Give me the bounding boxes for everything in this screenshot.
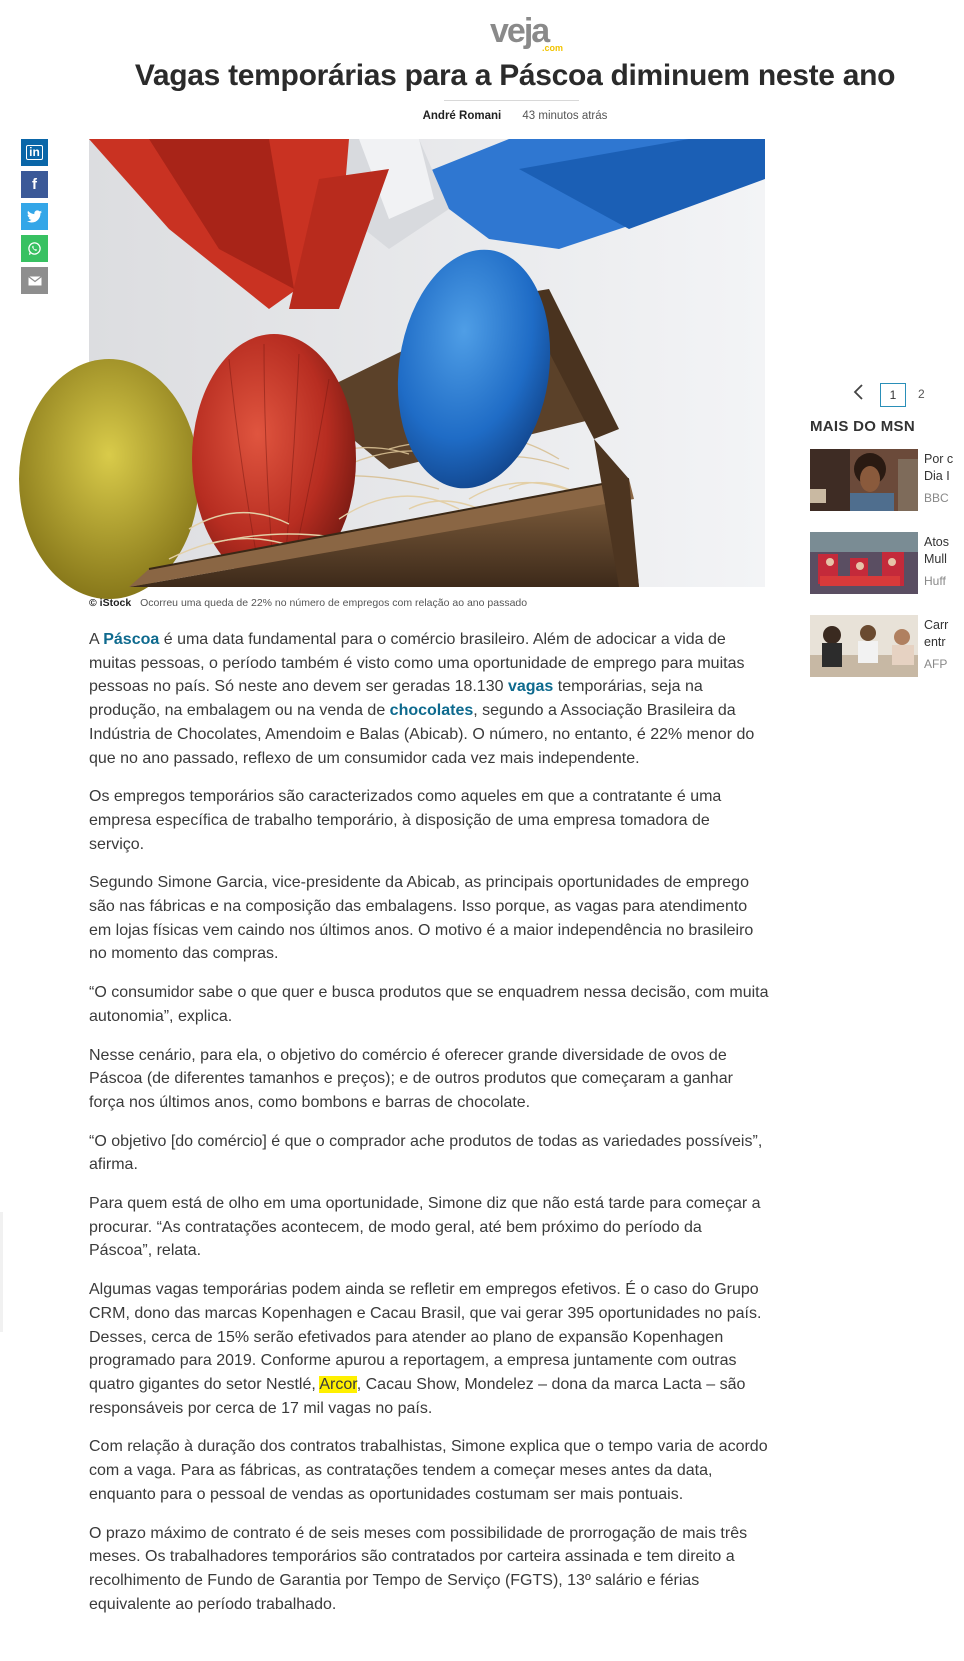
story-thumbnail bbox=[810, 532, 918, 594]
whatsapp-icon bbox=[27, 241, 42, 256]
caption-text: Ocorreu uma queda de 22% no número de empregos com relação ao ano passado bbox=[140, 597, 528, 609]
logo-wordmark: veja bbox=[490, 12, 549, 50]
story-headline: Carr entr bbox=[924, 618, 949, 649]
facebook-icon: f bbox=[32, 176, 37, 193]
story-thumbnail bbox=[810, 615, 918, 677]
paragraph: “O consumidor sabe o que quer e busca produtos que se enquadrem nessa decisão, com muita autonomia”, explica. bbox=[89, 984, 769, 1025]
story-source: BBC bbox=[924, 491, 949, 505]
article-body bbox=[89, 628, 769, 1631]
paragraph: Nesse cenário, para ela, o objetivo do comércio é oferecer grande diversidade de ovos de Páscoa (de diferentes tamanhos e preços); e de outros produtos que começaram a ganhar força nos últimos anos, como bombons e barras de chocolate. bbox=[89, 1046, 733, 1111]
share-rail bbox=[21, 139, 48, 299]
whatsapp-share-button[interactable] bbox=[21, 235, 48, 262]
highlight-arcor[interactable]: Arcor bbox=[319, 1375, 357, 1393]
article-title: Vagas temporárias para a Páscoa diminuem neste ano bbox=[134, 59, 896, 92]
page-1-button[interactable]: 1 bbox=[880, 383, 906, 407]
email-share-button[interactable] bbox=[21, 267, 48, 294]
logo-suffix: .com bbox=[542, 43, 564, 53]
paragraph: Para quem está de olho em uma oportunidade, Simone diz que não está tarde para começar a procurar. “As contratações acontecem, de modo geral, até bem próximo do período da Páscoa”, relata. bbox=[89, 1195, 761, 1260]
facebook-share-button[interactable] bbox=[21, 171, 48, 198]
twitter-icon bbox=[27, 210, 42, 223]
paragraph: Com relação à duração dos contratos trabalhistas, Simone explica que o tempo varia de acordo com a vaga. Para as fábricas, as contratações tendem a começar meses antes da data, enquanto para o pessoal de vendas as oportunidades costumam ser mais pontuais. bbox=[89, 1438, 768, 1503]
byline-divider bbox=[444, 100, 579, 101]
veja-logo[interactable] bbox=[490, 10, 570, 52]
linkedin-icon: in bbox=[26, 145, 43, 160]
msn-story[interactable] bbox=[810, 532, 950, 594]
email-icon bbox=[28, 276, 42, 286]
story-headline: Por c Dia I bbox=[924, 452, 954, 483]
story-source: AFP bbox=[924, 657, 948, 671]
paragraph: Os empregos temporários são caracterizados como aqueles em que a contratante é uma empresa específica de trabalho temporário, à disposição de uma empresa tomadora de serviço. bbox=[89, 788, 722, 853]
link-vagas[interactable]: vagas bbox=[507, 678, 554, 696]
author-name[interactable]: André Romani bbox=[422, 110, 502, 122]
byline bbox=[0, 108, 950, 124]
page-2-button[interactable]: 2 bbox=[918, 387, 925, 401]
paragraph: O prazo máximo de contrato é de seis meses com possibilidade de prorrogação de mais três meses. Os trabalhadores temporários são contratados por carteira assinada e tem direito a recolhimento de Fundo de Garantia por Tempo de Serviço (FGTS), 13º salário e férias equivalente ao período trabalhado. bbox=[89, 1524, 748, 1613]
link-pascoa[interactable]: Páscoa bbox=[103, 631, 160, 648]
paragraph: “O objetivo [do comércio] é que o comprador ache produtos de todas as variedades possíveis”, afirma. bbox=[89, 1132, 763, 1174]
msn-story[interactable] bbox=[810, 615, 950, 677]
story-source: Huff bbox=[924, 574, 946, 588]
story-thumbnail bbox=[810, 449, 918, 511]
msn-section-title: MAIS DO MSN bbox=[810, 418, 915, 435]
chevron-left-icon[interactable] bbox=[852, 384, 866, 400]
hero-image[interactable] bbox=[89, 139, 765, 587]
twitter-share-button[interactable] bbox=[21, 203, 48, 230]
link-chocolates[interactable]: chocolates bbox=[389, 702, 474, 720]
image-credit: © iStock bbox=[89, 597, 132, 609]
paragraph: Algumas vagas temporárias podem ainda se refletir em empregos efetivos. É o caso do Grupo CRM, dono das marcas Kopenhagen e Cacau Brasil, que vai gerar 395 oportunidades no país. Desses, cerca de 15% serão efetivados para atender ao plano de expansão Kopenhagen programado para 2019. Conforme apurou a reportagem, a empresa juntamente com outras quatro gigantes do setor Nestlé, Arcor, Cacau Show, Mondelez – dona da marca Lacta – são responsáveis por cerca de 17 mil vagas no país. bbox=[89, 1281, 762, 1417]
page-edge bbox=[0, 1212, 3, 1332]
paragraph: A Páscoa é uma data fundamental para o comércio brasileiro. Além de adocicar a vida de muitas pessoas, o período também é visto como uma oportunidade de emprego para muitas pessoas no país. Só neste ano devem ser geradas 18.130 vagas temporárias, seja na produção, na embalagem ou na venda de chocolates, segundo a Associação Brasileira da Indústria de Chocolates, Amendoim e Balas (Abicab). O número, no entanto, é 22% menor do que no ano passado, reflexo de um consumidor cada vez mais independente. bbox=[89, 631, 755, 767]
image-caption bbox=[89, 596, 527, 610]
publish-time: 43 minutos atrás bbox=[522, 110, 608, 122]
linkedin-share-button[interactable] bbox=[21, 139, 48, 166]
easter-eggs-illustration bbox=[89, 139, 765, 587]
paragraph: Segundo Simone Garcia, vice-presidente da Abicab, as principais oportunidades de emprego são nas fábricas e na composição das embalagens. Isso porque, as vagas para atendimento em lojas físicas vem caindo nos últimos anos. O motivo é a maior independência no brasileiro no momento das compras. bbox=[89, 874, 754, 963]
story-headline: Atos Mull bbox=[924, 535, 950, 566]
msn-story[interactable] bbox=[810, 449, 954, 511]
